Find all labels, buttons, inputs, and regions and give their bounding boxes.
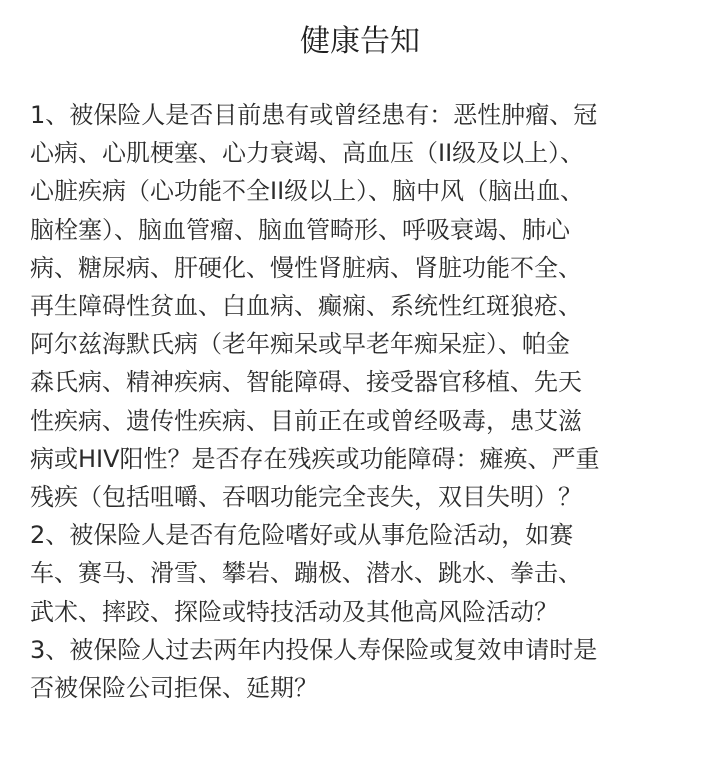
notice-line: 心脏疾病（心功能不全II级以上）、脑中风（脑出血、	[30, 177, 585, 206]
notice-line: 阿尔兹海默氏病（老年痴呆或早老年痴呆症）、帕金	[30, 330, 570, 359]
notice-line: 病或HIV阳性？是否存在残疾或功能障碍：瘫痪、严重	[30, 444, 600, 473]
notice-line: 武术、摔跤、探险或特技活动及其他高风险活动？	[30, 597, 558, 626]
page-title: 健康告知	[300, 24, 420, 59]
health-notice-body	[30, 96, 690, 707]
notice-line: 2、被保险人是否有危险嗜好或从事危险活动，如赛	[30, 521, 574, 550]
notice-line: 心病、心肌梗塞、心力衰竭、高血压（II级及以上）、	[30, 139, 585, 168]
notice-line: 性疾病、遗传性疾病、目前正在或曾经吸毒，患艾滋	[30, 406, 582, 435]
notice-line: 再生障碍性贫血、白血病、癫痫、系统性红斑狼疮、	[30, 292, 582, 321]
notice-line: 1、被保险人是否目前患有或曾经患有：恶性肿瘤、冠	[30, 101, 598, 129]
notice-line: 森氏病、精神疾病、智能障碍、接受器官移植、先天	[30, 368, 582, 397]
notice-line: 残疾（包括咀嚼、吞咽功能完全丧失，双目失明）？	[30, 483, 582, 512]
notice-line: 否被保险公司拒保、延期？	[30, 674, 318, 703]
notice-line: 3、被保险人过去两年内投保人寿保险或复效申请时是	[30, 635, 598, 664]
notice-line: 车、赛马、滑雪、攀岩、蹦极、潜水、跳水、拳击、	[30, 559, 582, 588]
notice-line: 病、糖尿病、肝硬化、慢性肾脏病、肾脏功能不全、	[30, 253, 582, 282]
notice-line: 脑栓塞）、脑血管瘤、脑血管畸形、呼吸衰竭、肺心	[30, 215, 570, 244]
